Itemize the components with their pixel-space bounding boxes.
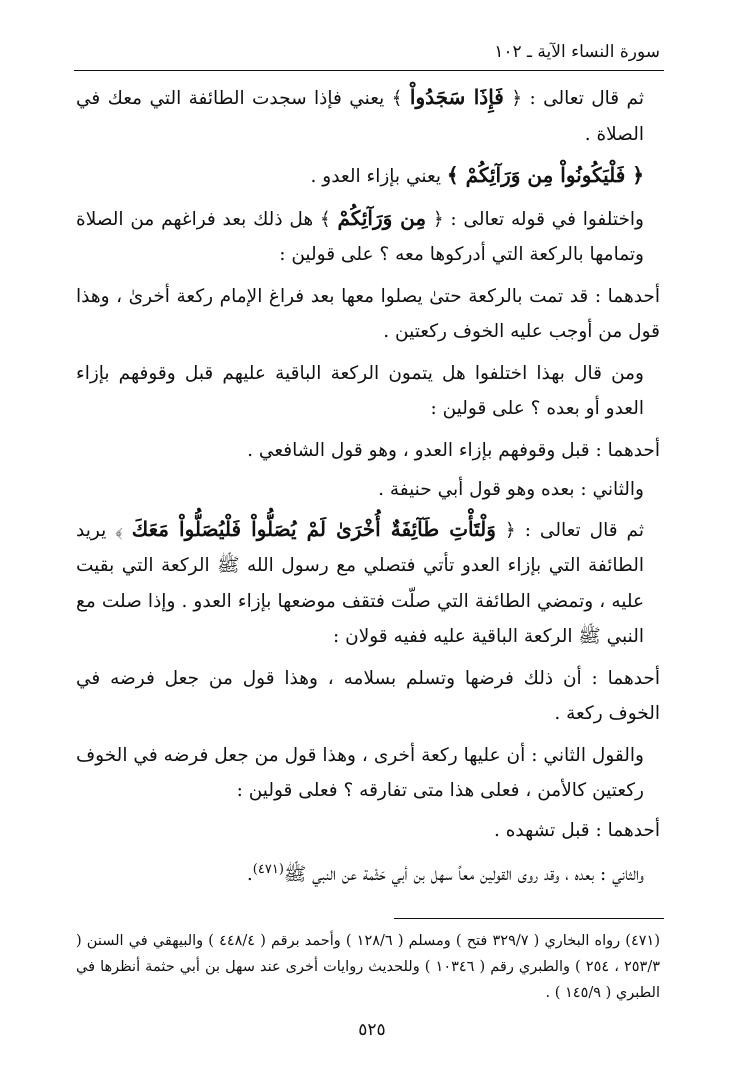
quran-verse: ﴿ فَلْيَكُونُواْ مِن وَرَآئِكُمْ ﴾: [446, 163, 644, 187]
paragraph-11: أحدهما : قبل تشهده .: [493, 819, 660, 841]
footnote: [76, 928, 660, 1006]
paragraph-2: ﴿ فَلْيَكُونُواْ مِن وَرَآئِكُمْ ﴾ يعني بإزاء العدو .: [310, 163, 644, 187]
paragraph-7: والثاني : بعده وهو قول أبي حنيفة .: [378, 479, 644, 500]
page-number: ٥٢٥: [358, 1020, 386, 1040]
paragraph-1: ثم قال تعالى : ﴿ فَإِذَا سَجَدُواْ ﴾ يعني فإذا سجدت الطائفة التي معك في الصلاة .: [76, 85, 644, 145]
paragraph-12: والثاني : بعده ، وقد روى القولين معاً سهل بن أبي حَثْمة عن النبي ﷺ$^{(٤٧١)}$.: [246, 862, 644, 886]
running-title: سورة النساء الآية ـ ١٠٢: [494, 42, 660, 62]
header-rule: [74, 70, 664, 71]
paragraph-6: أحدهما : قبل وقوفهم بإزاء العدو ، وهو قول الشافعي .: [247, 439, 660, 461]
footnote-rule: [394, 918, 664, 919]
paragraph-5: ومن قال بهذا اختلفوا هل يتمون الركعة الباقية عليهم قبل وقوفهم بإزاء العدو أو بعده ؟ على قولين :: [76, 362, 644, 419]
paragraph-8: ثم قال تعالى : ﴿ وَلْتَأْتِ طَآئِفَةٌ أُخْرَىٰ لَمْ يُصَلُّواْ فَلْيُصَلُّواْ مَعَكَ ﴾ يريد الطائفة التي بإزاء العدو تأتي فتصلي مع رسول الله ﷺ الركعة التي بقيت عليه ، وتمضي الطائفة التي صلّت فتقف موضعها بإزاء العدو . وإذا صلت مع النبي ﷺ الركعة الباقية عليه ففيه قولان :: [76, 516, 644, 647]
running-header: [78, 40, 660, 64]
quran-verse: فَإِذَا سَجَدُواْ: [409, 85, 504, 109]
paragraph-4: أحدهما : قد تمت بالركعة حتىٰ يصلوا معها بعد فراغ الإمام ركعة أخرىٰ ، وهذا قول من أوجب عليه الخوف ركعتين .: [76, 285, 660, 342]
footnote-reference: (٤٧١): [252, 862, 284, 877]
paragraph-3: واختلفوا في قوله تعالى : ﴿ مِن وَرَآئِكُمْ ﴾ هل ذلك بعد فراغهم من الصلاة وتمامها بالركعة التي أدركوها معه ؟ على قولين :: [76, 205, 644, 265]
footnote-text: (٤٧١) رواه البخاري ( ٣٢٩/٧ فتح ) ومسلم ( ١٢٨/٦ ) وأحمد برقم ( ٤٤٨/٤ ) والبيهقي في السنن ( ٢٥٣/٣ ، ٢٥٤ ) والطبري رقم ( ١٠٣٤٦ ) وللحديث روايات أخرى عند سهل بن أبي حثمة أنظرها في الطبري ( ١٤٥/٩ ) .: [76, 933, 661, 1001]
paragraph-9: أحدهما : أن ذلك فرضها وتسلم بسلامه ، وهذا قول من جعل فرضه في الخوف ركعة .: [76, 667, 660, 724]
quran-verse: وَلْتَأْتِ طَآئِفَةٌ أُخْرَىٰ لَمْ يُصَلُّواْ فَلْيُصَلُّواْ مَعَكَ: [131, 516, 496, 541]
paragraph-10: والقول الثاني : أن عليها ركعة أخرى ، وهذا قول من جعل فرضه في الخوف ركعتين كالأمن ، فعلى هذا متى تفارقه ؟ فعلى قولين :: [76, 744, 644, 801]
quran-verse: مِن وَرَآئِكُمْ: [337, 205, 427, 230]
main-text: [76, 80, 660, 897]
